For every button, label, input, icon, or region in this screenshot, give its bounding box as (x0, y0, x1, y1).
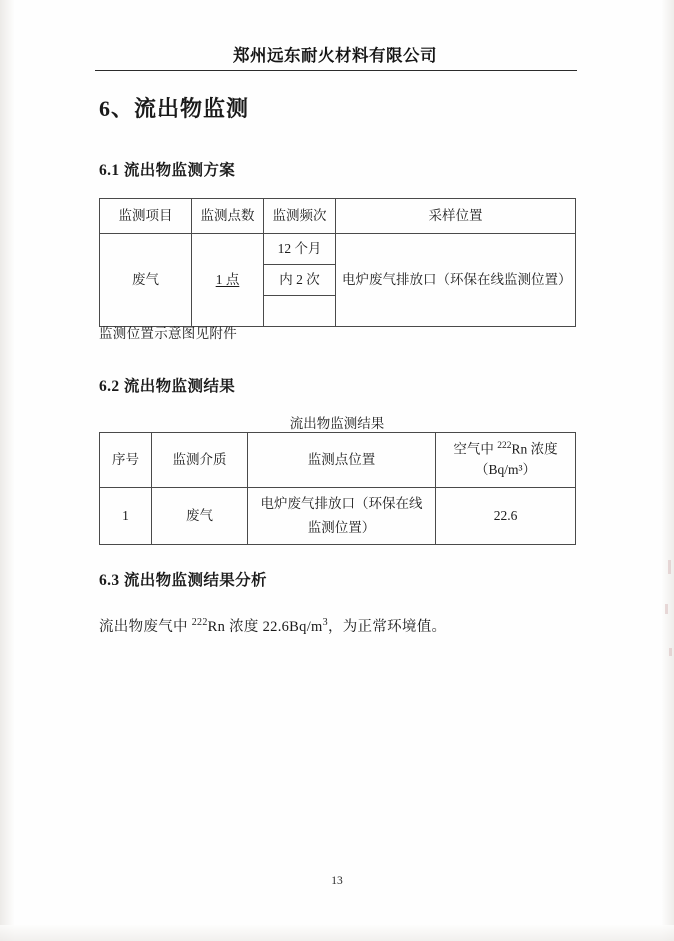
concentration-suffix: Rn 浓度 (511, 441, 558, 457)
table-header-row (100, 433, 576, 488)
scan-speck (665, 604, 668, 614)
page-header-company: 郑州远东耐火材料有限公司 (233, 46, 437, 65)
analysis-paragraph (99, 615, 446, 636)
concentration-unit: （Bq/m³） (474, 462, 537, 478)
column-header-no: 序号 (100, 433, 152, 488)
isotope-superscript: 222 (191, 617, 208, 629)
cell-location: 电炉废气排放口（环保在线监测位置） (336, 234, 576, 327)
page-title: 6、流出物监测 (99, 96, 250, 121)
column-header-points: 监测点数 (192, 199, 264, 234)
monitoring-result-table (99, 432, 576, 545)
column-header-frequency: 监测频次 (264, 199, 336, 234)
analysis-text-1: 流出物废气中 (99, 619, 192, 635)
result-table-caption: 流出物监测结果 (289, 416, 385, 431)
cell-frequency-spacer (264, 296, 336, 327)
table-header-row (100, 199, 576, 234)
cell-no: 1 (100, 488, 152, 545)
table-row (100, 234, 576, 265)
column-header-medium: 监测介质 (152, 433, 248, 488)
analysis-text-2: Rn 浓度 22.6Bq/m (207, 619, 323, 635)
concentration-prefix: 空气中 (453, 441, 498, 457)
scan-speck (669, 648, 672, 656)
unit-superscript: 3 (322, 617, 328, 629)
attachment-note: 监测位置示意图见附件 (99, 326, 237, 341)
cell-points: 1 点 (192, 234, 264, 327)
scan-speck (668, 560, 671, 574)
column-header-location: 采样位置 (336, 199, 576, 234)
page-number: 13 (331, 875, 343, 887)
analysis-text-3: ，为正常环境值。 (327, 619, 447, 635)
cell-position-line1: 电炉废气排放口（环保在线 (248, 488, 436, 517)
cell-item: 废气 (100, 234, 192, 327)
isotope-superscript: 222 (497, 440, 512, 451)
heading-6-3: 6.3 流出物监测结果分析 (99, 572, 267, 589)
scan-edge-bottom (0, 925, 674, 941)
column-header-position: 监测点位置 (248, 433, 436, 488)
cell-frequency-line2: 内 2 次 (264, 265, 336, 296)
heading-6-1: 6.1 流出物监测方案 (99, 162, 236, 179)
table-row (100, 488, 576, 517)
monitoring-plan-table (99, 198, 576, 327)
column-header-item: 监测项目 (100, 199, 192, 234)
scan-edge-left (0, 0, 14, 941)
header-divider (95, 70, 577, 71)
column-header-concentration (436, 433, 576, 488)
cell-medium: 废气 (152, 488, 248, 545)
cell-position-line2: 监测位置） (248, 516, 436, 545)
heading-6-2: 6.2 流出物监测结果 (99, 378, 236, 395)
cell-frequency-line1: 12 个月 (264, 234, 336, 265)
cell-concentration: 22.6 (436, 488, 576, 545)
scan-edge-right (662, 0, 674, 941)
